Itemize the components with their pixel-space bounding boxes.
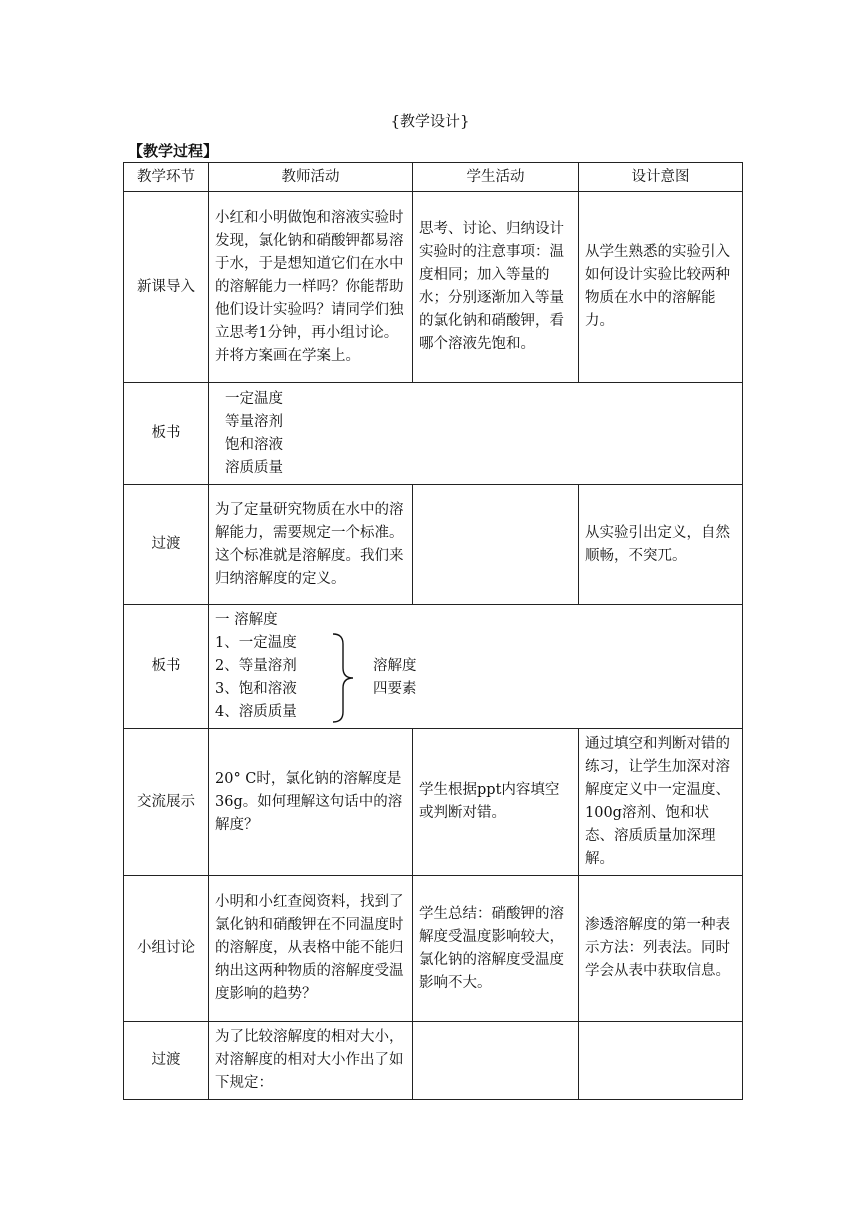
teacher-activity-cell: 小明和小红查阅资料，找到了氯化钠和硝酸钾在不同温度时的溶解度，从表格中能不能归纳出这两种物质的溶解度受温度影响的趋势？ (209, 876, 413, 1022)
design-intent-cell: 渗透溶解度的第一种表示方法：列表法。同时学会从表中获取信息。 (579, 876, 743, 1022)
table-row (124, 605, 743, 729)
blackboard-brace-label (373, 655, 417, 701)
teacher-activity-cell: 20° C时，氯化钠的溶解度是36g。如何理解这句话中的溶解度？ (209, 729, 413, 876)
document-title: {教学设计} (390, 112, 470, 130)
teacher-activity-cell: 小红和小明做饱和溶液实验时发现，氯化钠和硝酸钾都易溶于水，于是想知道它们在水中的溶解能力一样吗？你能帮助他们设计实验吗？请同学们独立思考1分钟，再小组讨论。并将方案画在学案上。 (209, 192, 413, 383)
stage-cell: 新课导入 (124, 192, 209, 383)
teacher-activity-cell: 为了比较溶解度的相对大小，对溶解度的相对大小作出了如下规定： (209, 1022, 413, 1100)
blackboard-cell (209, 605, 743, 729)
header-teacher: 教师活动 (209, 163, 413, 192)
student-activity-cell: 思考、讨论、归纳设计实验时的注意事项：温度相同；加入等量的水；分别逐渐加入等量的氯化钠和硝酸钾，看哪个溶液先饱和。 (413, 192, 579, 383)
design-intent-cell: 从学生熟悉的实验引入如何设计实验比较两种物质在水中的溶解能力。 (579, 192, 743, 383)
stage-cell: 板书 (124, 383, 209, 485)
stage-cell: 交流展示 (124, 729, 209, 876)
student-activity-cell (413, 1022, 579, 1100)
blackboard-brace-group (215, 632, 736, 724)
table-row (124, 1022, 743, 1100)
student-activity-cell (413, 485, 579, 605)
blackboard-item: 3、饱和溶液 (215, 681, 297, 697)
student-activity-cell: 学生根据ppt内容填空或判断对错。 (413, 729, 579, 876)
student-activity-cell: 学生总结：硝酸钾的溶解度受温度影响较大，氯化钠的溶解度受温度影响不大。 (413, 876, 579, 1022)
stage-cell: 过渡 (124, 485, 209, 605)
blackboard-title: 一 溶解度 (215, 612, 278, 628)
design-intent-cell: 通过填空和判断对错的练习，让学生加深对溶解度定义中一定温度、100g溶剂、饱和状态、溶质质量加深理解。 (579, 729, 743, 876)
stage-cell: 小组讨论 (124, 876, 209, 1022)
table-header-row (124, 163, 743, 192)
header-stage: 教学环节 (124, 163, 209, 192)
blackboard-item: 2、等量溶剂 (215, 658, 297, 674)
table-row (124, 729, 743, 876)
blackboard-line: 饱和溶液 (225, 436, 283, 453)
table-row (124, 383, 743, 485)
teacher-activity-cell: 为了定量研究物质在水中的溶解能力，需要规定一个标准。这个标准就是溶解度。我们来归纳溶解度的定义。 (209, 485, 413, 605)
design-intent-cell: 从实验引出定义，自然顺畅，不突兀。 (579, 485, 743, 605)
blackboard-line: 一定温度 (225, 390, 283, 407)
right-brace-icon (331, 632, 355, 724)
section-heading: 【教学过程】 (128, 142, 219, 160)
table-row (124, 192, 743, 383)
blackboard-items (215, 632, 297, 724)
table-row (124, 485, 743, 605)
stage-cell: 板书 (124, 605, 209, 729)
design-intent-cell (579, 1022, 743, 1100)
blackboard-cell (209, 383, 743, 485)
blackboard-item: 4、溶质质量 (215, 704, 297, 720)
blackboard-line: 等量溶剂 (225, 413, 283, 430)
table-row (124, 876, 743, 1022)
header-student: 学生活动 (413, 163, 579, 192)
brace-label-line: 四要素 (373, 681, 417, 697)
lesson-table (123, 162, 743, 1100)
blackboard-line: 溶质质量 (225, 459, 283, 476)
brace-label-line: 溶解度 (373, 658, 417, 674)
stage-cell: 过渡 (124, 1022, 209, 1100)
blackboard-item: 1、一定温度 (215, 635, 297, 651)
header-intent: 设计意图 (579, 163, 743, 192)
